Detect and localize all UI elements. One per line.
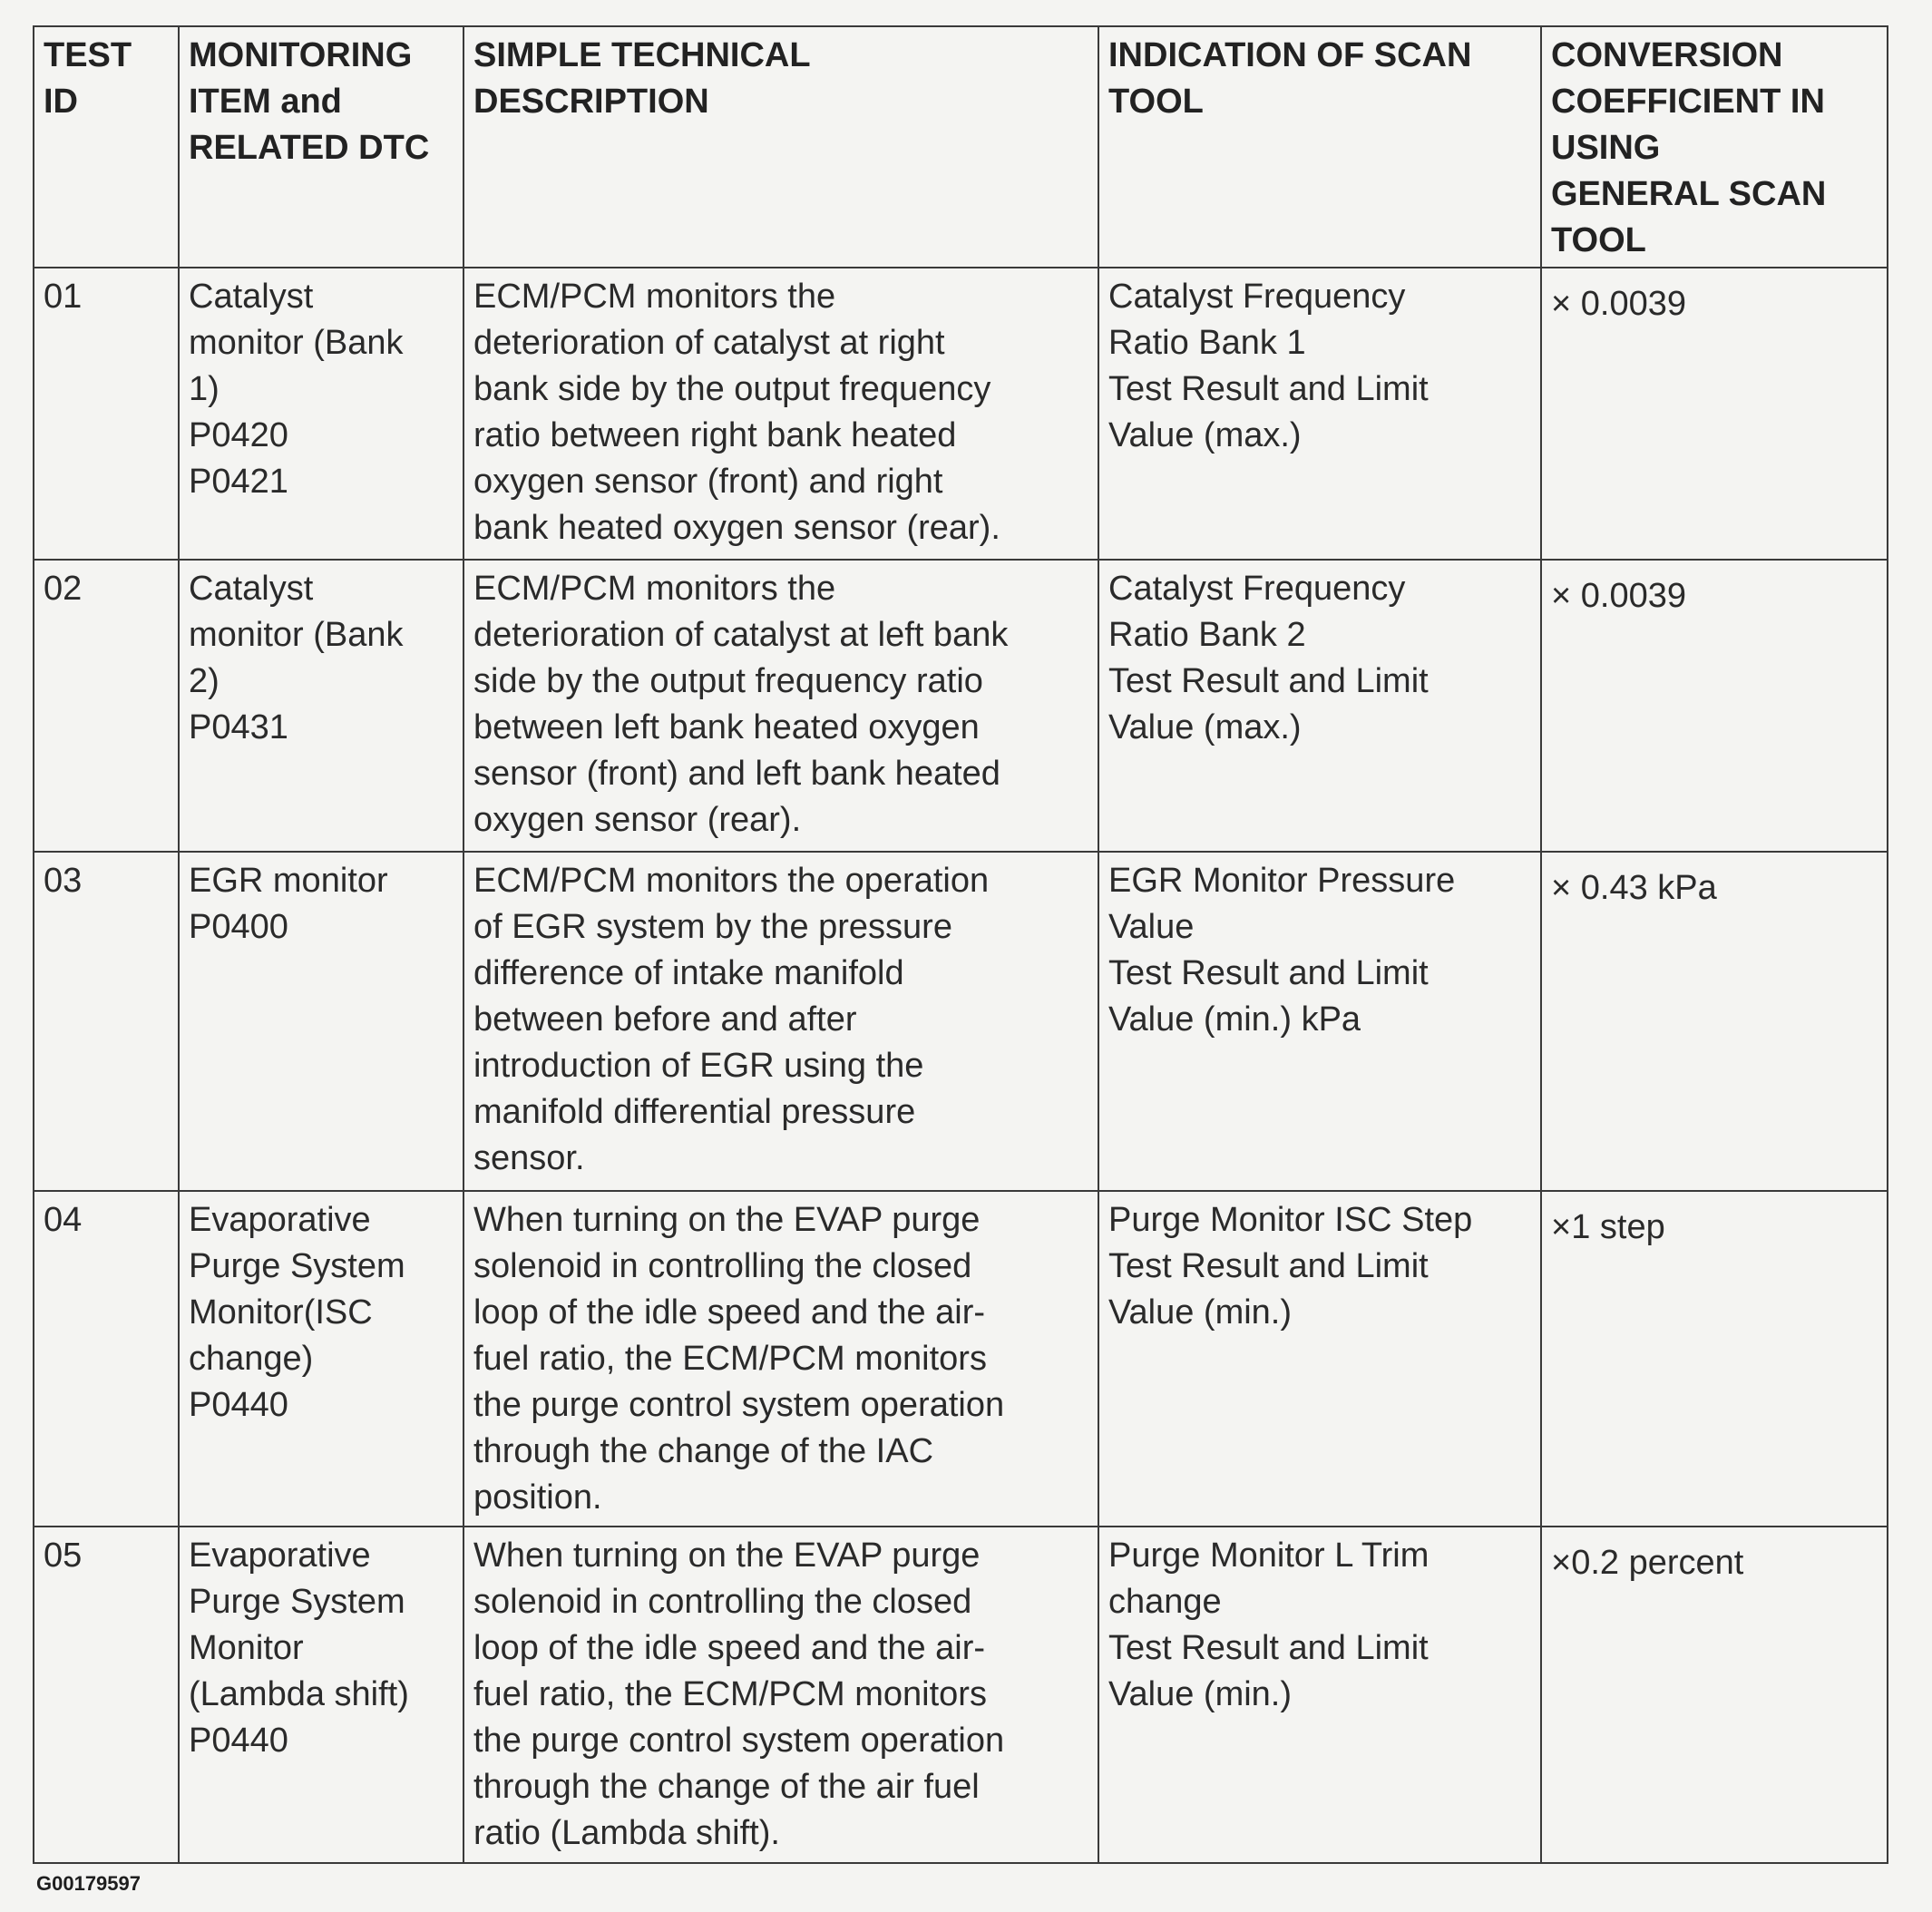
table-row — [34, 268, 1888, 560]
table-row — [34, 852, 1888, 1191]
cell-test-id — [34, 268, 179, 560]
cell-indication — [1098, 268, 1541, 560]
header-monitoring-item: MONITORING ITEM and RELATED DTC — [179, 26, 463, 268]
cell-text-line: P0400 — [189, 908, 288, 946]
table-row — [34, 1191, 1888, 1527]
cell-text-line: 03 — [44, 862, 83, 900]
cell-text-line: Catalyst — [189, 570, 314, 608]
cell-text-line: ECM/PCM monitors the — [473, 570, 836, 608]
figure-id: G00179597 — [36, 1872, 141, 1895]
cell-text-line: EGR Monitor Pressure — [1108, 862, 1456, 900]
cell-description — [463, 1191, 1098, 1527]
cell-text-line: through the change of the IAC — [473, 1432, 934, 1470]
cell-coefficient — [1541, 268, 1888, 560]
header-row — [34, 26, 1888, 268]
monitoring-table — [33, 25, 1888, 1864]
cell-indication — [1098, 1191, 1541, 1527]
cell-indication — [1098, 560, 1541, 852]
cell-text-line: Test Result and Limit — [1108, 1247, 1429, 1285]
cell-text-line: P0421 — [189, 463, 288, 501]
cell-text-line: P0440 — [189, 1722, 288, 1760]
cell-text-line: Purge Monitor L Trim — [1108, 1536, 1429, 1575]
cell-coefficient — [1541, 560, 1888, 852]
cell-text-line: ECM/PCM monitors the — [473, 278, 836, 316]
cell-text-line: EGR monitor — [189, 862, 388, 900]
cell-text-line: side by the output frequency ratio — [473, 662, 983, 700]
cell-text-line: through the change of the air fuel — [473, 1768, 980, 1806]
cell-text-line: change) — [189, 1340, 314, 1378]
cell-text-line: When turning on the EVAP purge — [473, 1201, 981, 1239]
table-row — [34, 560, 1888, 852]
cell-text-line: (Lambda shift) — [189, 1675, 409, 1713]
cell-text-line: When turning on the EVAP purge — [473, 1536, 981, 1575]
cell-monitoring-item — [179, 268, 463, 560]
cell-text-line: Value (min.) — [1108, 1675, 1293, 1713]
cell-text-line: Ratio Bank 1 — [1108, 324, 1306, 362]
cell-text-line: Test Result and Limit — [1108, 1629, 1429, 1667]
header-conversion: CONVERSION COEFFICIENT IN USING GENERAL SCAN TOOL — [1541, 26, 1888, 268]
cell-text-line: the purge control system operation — [473, 1386, 1005, 1424]
cell-text-line: manifold differential pressure — [473, 1093, 916, 1131]
cell-text-line: difference of intake manifold — [473, 954, 904, 992]
cell-text-line: 05 — [44, 1536, 83, 1575]
cell-text-line: change — [1108, 1583, 1222, 1621]
cell-text-line: deterioration of catalyst at left bank — [473, 616, 1009, 654]
cell-text-line: introduction of EGR using the — [473, 1047, 924, 1085]
cell-text-line: solenoid in controlling the closed — [473, 1247, 972, 1285]
cell-text-line: sensor. — [473, 1139, 585, 1177]
cell-text-line: Catalyst Frequency — [1108, 278, 1406, 316]
cell-text-line: P0420 — [189, 416, 288, 454]
cell-text-line: × 0.43 kPa — [1551, 869, 1717, 907]
cell-coefficient — [1541, 1527, 1888, 1863]
cell-text-line: 02 — [44, 570, 83, 608]
cell-text-line: bank side by the output frequency — [473, 370, 991, 408]
cell-description — [463, 852, 1098, 1191]
header-description: SIMPLE TECHNICAL DESCRIPTION — [463, 26, 1098, 268]
cell-text-line: ratio (Lambda shift). — [473, 1814, 780, 1852]
header-test-id: TEST ID — [34, 26, 179, 268]
cell-coefficient — [1541, 852, 1888, 1191]
cell-text-line: the purge control system operation — [473, 1722, 1005, 1760]
cell-text-line: P0440 — [189, 1386, 288, 1424]
cell-text-line: Value (min.) kPa — [1108, 1000, 1361, 1039]
cell-description — [463, 1527, 1098, 1863]
cell-text-line: 2) — [189, 662, 220, 700]
cell-text-line: Value — [1108, 908, 1195, 946]
cell-text-line: fuel ratio, the ECM/PCM monitors — [473, 1675, 987, 1713]
cell-text-line: bank heated oxygen sensor (rear). — [473, 509, 1000, 547]
cell-text-line: ×0.2 percent — [1551, 1544, 1744, 1582]
cell-text-line: position. — [473, 1478, 602, 1517]
cell-test-id — [34, 1527, 179, 1863]
cell-description — [463, 268, 1098, 560]
cell-text-line: Monitor — [189, 1629, 304, 1667]
cell-monitoring-item — [179, 1191, 463, 1527]
cell-indication — [1098, 852, 1541, 1191]
cell-text-line: P0431 — [189, 708, 288, 746]
cell-description — [463, 560, 1098, 852]
cell-text-line: ratio between right bank heated — [473, 416, 957, 454]
cell-text-line: solenoid in controlling the closed — [473, 1583, 972, 1621]
cell-coefficient — [1541, 1191, 1888, 1527]
cell-text-line: Purge System — [189, 1247, 405, 1285]
header-indication: INDICATION OF SCAN TOOL — [1098, 26, 1541, 268]
cell-text-line: Ratio Bank 2 — [1108, 616, 1306, 654]
cell-indication — [1098, 1527, 1541, 1863]
cell-text-line: Catalyst — [189, 278, 314, 316]
cell-text-line: of EGR system by the pressure — [473, 908, 952, 946]
cell-text-line: Purge Monitor ISC Step — [1108, 1201, 1473, 1239]
cell-text-line: monitor (Bank — [189, 616, 404, 654]
cell-text-line: Test Result and Limit — [1108, 662, 1429, 700]
cell-text-line: Test Result and Limit — [1108, 370, 1429, 408]
cell-text-line: between before and after — [473, 1000, 857, 1039]
cell-text-line: Value (max.) — [1108, 708, 1302, 746]
cell-text-line: ×1 step — [1551, 1208, 1665, 1246]
cell-text-line: Monitor(ISC — [189, 1293, 373, 1332]
cell-text-line: Catalyst Frequency — [1108, 570, 1406, 608]
cell-text-line: monitor (Bank — [189, 324, 404, 362]
cell-text-line: deterioration of catalyst at right — [473, 324, 945, 362]
table-row — [34, 1527, 1888, 1863]
cell-text-line: 04 — [44, 1201, 83, 1239]
cell-text-line: sensor (front) and left bank heated — [473, 755, 1000, 793]
cell-text-line: ECM/PCM monitors the operation — [473, 862, 990, 900]
cell-test-id — [34, 852, 179, 1191]
cell-text-line: × 0.0039 — [1551, 577, 1686, 615]
cell-text-line: loop of the idle speed and the air- — [473, 1629, 986, 1667]
cell-text-line: oxygen sensor (front) and right — [473, 463, 943, 501]
cell-text-line: Evaporative — [189, 1536, 371, 1575]
cell-text-line: Evaporative — [189, 1201, 371, 1239]
cell-text-line: × 0.0039 — [1551, 285, 1686, 323]
cell-monitoring-item — [179, 560, 463, 852]
cell-text-line: loop of the idle speed and the air- — [473, 1293, 986, 1332]
cell-text-line: 1) — [189, 370, 220, 408]
cell-text-line: Value (max.) — [1108, 416, 1302, 454]
cell-text-line: between left bank heated oxygen — [473, 708, 980, 746]
cell-text-line: 01 — [44, 278, 83, 316]
cell-text-line: Value (min.) — [1108, 1293, 1293, 1332]
cell-test-id — [34, 560, 179, 852]
cell-text-line: Test Result and Limit — [1108, 954, 1429, 992]
cell-text-line: Purge System — [189, 1583, 405, 1621]
cell-text-line: fuel ratio, the ECM/PCM monitors — [473, 1340, 987, 1378]
cell-text-line: oxygen sensor (rear). — [473, 801, 802, 839]
cell-test-id — [34, 1191, 179, 1527]
cell-monitoring-item — [179, 852, 463, 1191]
cell-monitoring-item — [179, 1527, 463, 1863]
